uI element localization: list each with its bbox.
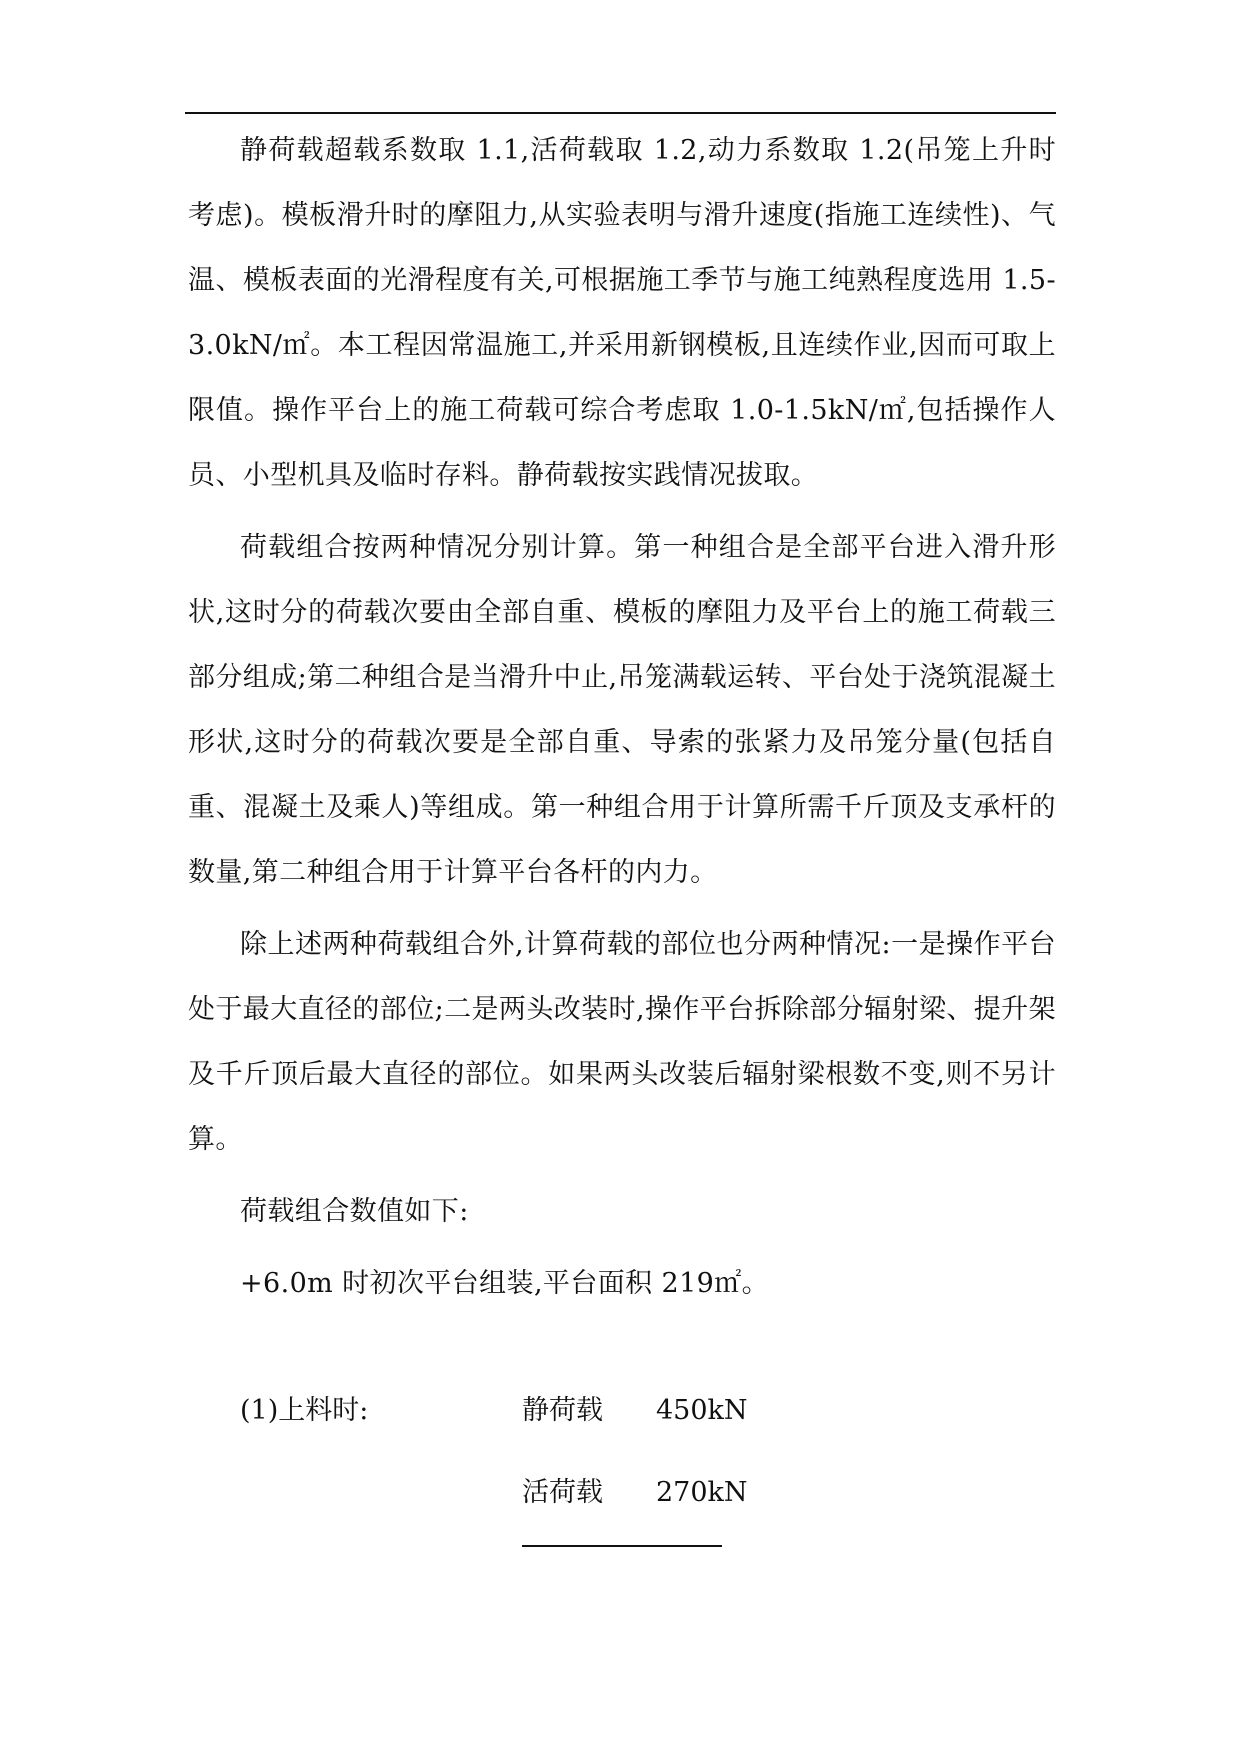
- paragraph-load-factors: 静荷载超载系数取 1.1,活荷载取 1.2,动力系数取 1.2(吊笼上升时考虑)。模板滑升时的摩阻力,从实验表明与滑升速度(指施工连续性)、气温、模板表面的光滑程度有关,可根据施工季节与施工纯熟程度选用 1.5-3.0kN/㎡。本工程因常温施工,并采用新钢模板,且连续作业,因而可取上限值。操作平台上的施工荷载可综合考虑取 1.0-1.5kN/㎡,包括操作人员、小型机具及临时存料。静荷载按实践情况拔取。: [188, 135, 1056, 491]
- paragraph-values-intro: 荷载组合数值如下:: [240, 1196, 469, 1227]
- paragraph-load-positions: 除上述两种荷载组合外,计算荷载的部位也分两种情况:一是操作平台处于最大直径的部位;二是两头改装时,操作平台拆除部分辐射梁、提升架及千斤顶后最大直径的部位。如果两头改装后辐射梁根数不变,则不另计算。: [188, 929, 1056, 1155]
- sum-rule: [522, 1545, 722, 1547]
- load-type: 活荷载: [522, 1477, 603, 1508]
- load-row: [188, 1452, 1056, 1534]
- document-body: [188, 118, 1056, 1316]
- load-table: [188, 1370, 1056, 1534]
- load-case-label: (1)上料时:: [240, 1395, 369, 1426]
- load-value: 270kN: [656, 1477, 748, 1508]
- header-rule: [185, 112, 1056, 114]
- paragraph-load-combinations: 荷载组合按两种情况分别计算。第一种组合是全部平台进入滑升形状,这时分的荷载次要由全部自重、模板的摩阻力及平台上的施工荷载三部分组成;第二种组合是当滑升中止,吊笼满载运转、平台处于浇筑混凝土形状,这时分的荷载次要是全部自重、导索的张紧力及吊笼分量(包括自重、混凝土及乘人)等组成。第一种组合用于计算所需千斤顶及支承杆的数量,第二种组合用于计算平台各杆的内力。: [188, 532, 1056, 888]
- load-row: [188, 1370, 1056, 1452]
- load-type: 静荷载: [522, 1395, 603, 1426]
- paragraph-platform-assembly: +6.0m 时初次平台组装,平台面积 219㎡。: [240, 1268, 770, 1299]
- load-value: 450kN: [656, 1395, 748, 1426]
